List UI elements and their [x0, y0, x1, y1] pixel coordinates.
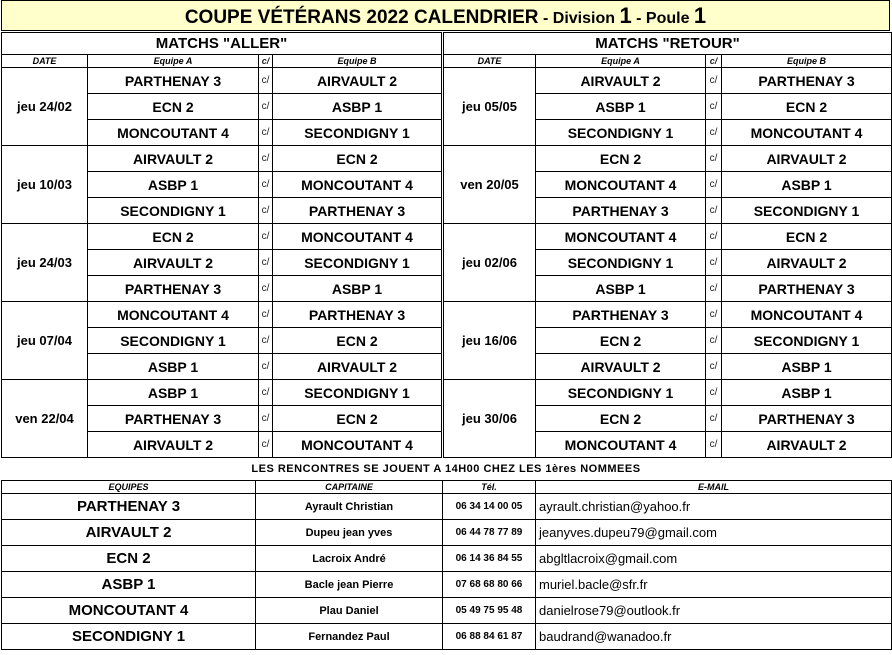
fixtures-table [1, 32, 892, 458]
retour-team-a: ASBP 1 [536, 94, 706, 120]
contact-team: SECONDIGNY 1 [2, 624, 256, 650]
contact-captain: Dupeu jean yves [256, 520, 443, 546]
contact-captain: Bacle jean Pierre [256, 572, 443, 598]
versus-label: c/ [706, 224, 722, 250]
versus-label: c/ [706, 250, 722, 276]
versus-label: c/ [706, 120, 722, 146]
versus-label: c/ [259, 120, 273, 146]
aller-team-b: ASBP 1 [273, 94, 442, 120]
retour-date: jeu 30/06 [444, 380, 536, 458]
retour-col-team-a: Equipe A [536, 55, 706, 68]
versus-label: c/ [259, 380, 273, 406]
versus-label: c/ [259, 146, 273, 172]
versus-label: c/ [259, 250, 273, 276]
retour-team-a: SECONDIGNY 1 [536, 250, 706, 276]
versus-label: c/ [259, 302, 273, 328]
aller-team-b: SECONDIGNY 1 [273, 120, 442, 146]
retour-team-b: AIRVAULT 2 [722, 250, 892, 276]
versus-label: c/ [706, 354, 722, 380]
contact-team: MONCOUTANT 4 [2, 598, 256, 624]
poule-number: 1 [693, 3, 707, 28]
aller-team-a: MONCOUTANT 4 [88, 302, 259, 328]
match-row [2, 380, 892, 406]
retour-date: jeu 05/05 [444, 68, 536, 146]
versus-label: c/ [706, 172, 722, 198]
section-gap [442, 276, 444, 302]
contact-email[interactable]: muriel.bacle@sfr.fr [536, 572, 892, 598]
contact-email[interactable]: danielrose79@outlook.fr [536, 598, 892, 624]
aller-team-b: ECN 2 [273, 328, 442, 354]
contacts-col-team: EQUIPES [2, 481, 256, 494]
contact-team: AIRVAULT 2 [2, 520, 256, 546]
versus-label: c/ [706, 94, 722, 120]
aller-team-b: ECN 2 [273, 146, 442, 172]
aller-team-b: AIRVAULT 2 [273, 68, 442, 94]
retour-team-a: ECN 2 [536, 328, 706, 354]
contact-email[interactable]: ayrault.christian@yahoo.fr [536, 494, 892, 520]
contact-phone: 05 49 75 95 48 [443, 598, 536, 624]
contact-phone: 06 88 84 61 87 [443, 624, 536, 650]
aller-team-a: ASBP 1 [88, 380, 259, 406]
aller-team-a: PARTHENAY 3 [88, 68, 259, 94]
title-main: COUPE VÉTÉRANS 2022 CALENDRIER [184, 7, 539, 28]
retour-team-b: PARTHENAY 3 [722, 406, 892, 432]
contact-team: ASBP 1 [2, 572, 256, 598]
versus-label: c/ [706, 302, 722, 328]
versus-label: c/ [259, 198, 273, 224]
versus-label: c/ [259, 328, 273, 354]
versus-label: c/ [259, 68, 273, 94]
retour-date: jeu 02/06 [444, 224, 536, 302]
contact-phone: 06 34 14 00 05 [443, 494, 536, 520]
retour-team-b: SECONDIGNY 1 [722, 328, 892, 354]
retour-team-a: MONCOUTANT 4 [536, 172, 706, 198]
aller-date: jeu 24/03 [2, 224, 88, 302]
section-gap [442, 198, 444, 224]
aller-team-a: AIRVAULT 2 [88, 432, 259, 458]
retour-team-b: AIRVAULT 2 [722, 146, 892, 172]
retour-team-a: AIRVAULT 2 [536, 68, 706, 94]
aller-col-team-b: Equipe B [273, 55, 442, 68]
aller-team-b: SECONDIGNY 1 [273, 380, 442, 406]
contact-row [2, 624, 892, 650]
contact-team: PARTHENAY 3 [2, 494, 256, 520]
retour-team-a: MONCOUTANT 4 [536, 432, 706, 458]
aller-team-a: PARTHENAY 3 [88, 276, 259, 302]
aller-date: jeu 10/03 [2, 146, 88, 224]
poule-label: - Poule [631, 10, 694, 27]
retour-team-b: MONCOUTANT 4 [722, 120, 892, 146]
contact-email[interactable]: jeanyves.dupeu79@gmail.com [536, 520, 892, 546]
section-gap [442, 328, 444, 354]
versus-label: c/ [706, 328, 722, 354]
contacts-table [1, 480, 892, 650]
section-gap [442, 432, 444, 458]
contact-captain: Fernandez Paul [256, 624, 443, 650]
aller-team-b: MONCOUTANT 4 [273, 172, 442, 198]
aller-team-a: SECONDIGNY 1 [88, 198, 259, 224]
match-row [2, 68, 892, 94]
retour-team-a: SECONDIGNY 1 [536, 380, 706, 406]
retour-team-a: ASBP 1 [536, 276, 706, 302]
division-number: 1 [619, 3, 632, 28]
versus-label: c/ [706, 68, 722, 94]
aller-team-b: PARTHENAY 3 [273, 198, 442, 224]
aller-team-b: MONCOUTANT 4 [273, 432, 442, 458]
versus-label: c/ [259, 276, 273, 302]
section-gap [442, 354, 444, 380]
versus-label: c/ [706, 198, 722, 224]
aller-team-a: ECN 2 [88, 94, 259, 120]
contact-captain: Plau Daniel [256, 598, 443, 624]
contact-row [2, 572, 892, 598]
versus-label: c/ [706, 406, 722, 432]
aller-team-b: SECONDIGNY 1 [273, 250, 442, 276]
section-gap [442, 406, 444, 432]
aller-col-team-a: Equipe A [88, 55, 259, 68]
contact-captain: Lacroix André [256, 546, 443, 572]
contact-row [2, 520, 892, 546]
retour-col-team-b: Equipe B [722, 55, 892, 68]
aller-team-b: ASBP 1 [273, 276, 442, 302]
contacts-col-captain: CAPITAINE [256, 481, 443, 494]
contact-email[interactable]: baudrand@wanadoo.fr [536, 624, 892, 650]
retour-header: MATCHS "RETOUR" [444, 33, 892, 55]
retour-team-a: PARTHENAY 3 [536, 198, 706, 224]
section-gap [442, 172, 444, 198]
versus-label: c/ [706, 432, 722, 458]
retour-col-vs: c/ [706, 55, 722, 68]
section-gap [442, 120, 444, 146]
versus-label: c/ [259, 432, 273, 458]
page-title [1, 0, 890, 31]
retour-team-a: MONCOUTANT 4 [536, 224, 706, 250]
contact-team: ECN 2 [2, 546, 256, 572]
versus-label: c/ [259, 354, 273, 380]
retour-team-b: ECN 2 [722, 94, 892, 120]
aller-team-a: ASBP 1 [88, 354, 259, 380]
aller-team-a: PARTHENAY 3 [88, 406, 259, 432]
aller-team-b: AIRVAULT 2 [273, 354, 442, 380]
contact-row [2, 546, 892, 572]
versus-label: c/ [259, 94, 273, 120]
retour-team-a: AIRVAULT 2 [536, 354, 706, 380]
retour-team-b: ASBP 1 [722, 380, 892, 406]
match-row [2, 224, 892, 250]
section-gap [442, 250, 444, 276]
aller-col-date: DATE [2, 55, 88, 68]
contacts-col-email: E-MAIL [536, 481, 892, 494]
aller-team-b: PARTHENAY 3 [273, 302, 442, 328]
contact-row [2, 494, 892, 520]
aller-team-a: AIRVAULT 2 [88, 146, 259, 172]
section-gap [442, 94, 444, 120]
aller-team-a: AIRVAULT 2 [88, 250, 259, 276]
retour-team-b: MONCOUTANT 4 [722, 302, 892, 328]
retour-team-a: SECONDIGNY 1 [536, 120, 706, 146]
versus-label: c/ [706, 276, 722, 302]
schedule-note: LES RENCONTRES SE JOUENT A 14H00 CHEZ LES 1ères NOMMEES [251, 463, 641, 475]
retour-team-a: PARTHENAY 3 [536, 302, 706, 328]
versus-label: c/ [259, 172, 273, 198]
aller-team-a: ASBP 1 [88, 172, 259, 198]
contact-captain: Ayrault Christian [256, 494, 443, 520]
contact-phone: 06 14 36 84 55 [443, 546, 536, 572]
versus-label: c/ [706, 380, 722, 406]
contact-email[interactable]: abgltlacroix@gmail.com [536, 546, 892, 572]
aller-date: jeu 07/04 [2, 302, 88, 380]
match-row [2, 146, 892, 172]
retour-team-b: AIRVAULT 2 [722, 432, 892, 458]
retour-date: jeu 16/06 [444, 302, 536, 380]
aller-team-b: ECN 2 [273, 406, 442, 432]
versus-label: c/ [259, 406, 273, 432]
contact-phone: 07 68 68 80 66 [443, 572, 536, 598]
retour-col-date: DATE [444, 55, 536, 68]
aller-team-a: ECN 2 [88, 224, 259, 250]
contacts-col-tel: Tél. [443, 481, 536, 494]
division-label: - Division [542, 10, 620, 27]
retour-team-b: PARTHENAY 3 [722, 276, 892, 302]
aller-col-vs: c/ [259, 55, 273, 68]
contact-row [2, 598, 892, 624]
aller-team-a: MONCOUTANT 4 [88, 120, 259, 146]
aller-date: ven 22/04 [2, 380, 88, 458]
aller-date: jeu 24/02 [2, 68, 88, 146]
aller-team-b: MONCOUTANT 4 [273, 224, 442, 250]
retour-team-b: ASBP 1 [722, 354, 892, 380]
retour-team-b: ASBP 1 [722, 172, 892, 198]
retour-team-b: ECN 2 [722, 224, 892, 250]
retour-date: ven 20/05 [444, 146, 536, 224]
retour-team-a: ECN 2 [536, 146, 706, 172]
retour-team-a: ECN 2 [536, 406, 706, 432]
aller-header: MATCHS "ALLER" [2, 33, 442, 55]
contact-phone: 06 44 78 77 89 [443, 520, 536, 546]
versus-label: c/ [706, 146, 722, 172]
versus-label: c/ [259, 224, 273, 250]
retour-team-b: PARTHENAY 3 [722, 68, 892, 94]
aller-team-a: SECONDIGNY 1 [88, 328, 259, 354]
retour-team-b: SECONDIGNY 1 [722, 198, 892, 224]
match-row [2, 302, 892, 328]
